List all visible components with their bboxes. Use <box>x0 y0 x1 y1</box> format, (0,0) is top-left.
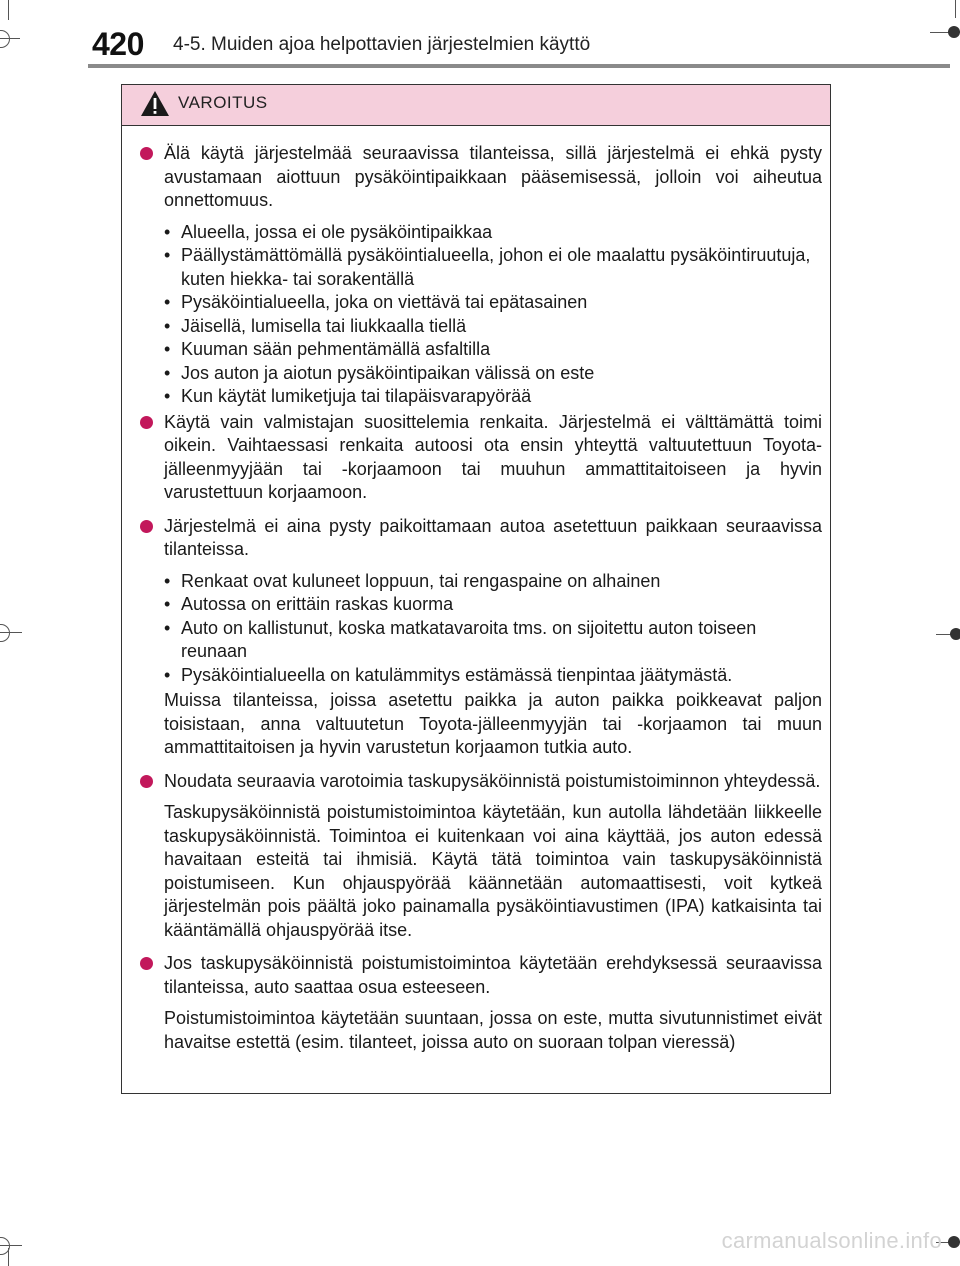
warning-paragraph <box>136 515 822 562</box>
warning-paragraph <box>136 142 822 213</box>
bullet-dot-icon <box>140 147 153 160</box>
note-text: Taskupysäköinnistä poistumistoimintoa käytetään, kun autolla lähdetään liikkeelle taskupysäköinnistä. Toimintoa ei kuitenkaan voi aina käyttää, jos auton edessä havaitaan esteitä tai ihmisiä. Käytä tätä toimintoa vain taskupysäköinnistä poistumiseen. Kun ohjauspyörää käännetään automaattisesti, voit kytkeä järjestelmän pois päältä joko painamalla pysäköintiavustimen (IPA) katkaisinta tai kääntämällä ohjauspyörää itse. <box>164 802 822 940</box>
list-item: • Kuuman sään pehmentämällä asfaltilla <box>164 338 822 362</box>
bullet-dot-icon <box>140 520 153 533</box>
list-item: • Pysäköintialueella, joka on viettävä tai epätasainen <box>164 291 822 315</box>
list-item: • Kun käytät lumiketjuja tai tilapäisvarapyörää <box>164 385 822 409</box>
paragraph-text: Jos taskupysäköinnistä poistumistoimintoa käytetään erehdyksessä seuraavissa tilanteissa, auto saattaa osua esteeseen. <box>164 953 822 997</box>
list-item: • Alueella, jossa ei ole pysäköintipaikkaa <box>164 221 822 245</box>
condition-list <box>136 570 822 688</box>
condition-list <box>136 221 822 409</box>
section-title: 4-5. Muiden ajoa helpottavien järjestelmien käyttö <box>173 34 591 55</box>
warning-body <box>122 126 830 1054</box>
paragraph-text: Käytä vain valmistajan suosittelemia renkaita. Järjestelmä ei välttämättä toimi oikein. Vaihtaessasi renkaita autoosi ota ensin yhteyttä valtuutettuun Toyota-jälleenmyyjään tai -korjaamoon tai muuhun ammattitaitoiseen ja hyvin varustettuun korjaamoon. <box>164 411 822 502</box>
warning-triangle-icon <box>140 90 170 118</box>
warning-paragraph <box>136 770 822 794</box>
warning-paragraph <box>136 952 822 999</box>
paragraph-text: Noudata seuraavia varotoimia taskupysäköinnistä poistumistoiminnon yhteydessä. <box>164 770 821 791</box>
list-item: • Jäisellä, lumisella tai liukkaalla tiellä <box>164 315 822 339</box>
warning-box <box>121 84 831 1094</box>
list-item: • Renkaat ovat kuluneet loppuun, tai rengaspaine on alhainen <box>164 570 822 594</box>
bullet-dot-icon <box>140 775 153 788</box>
list-item: • Autossa on erittäin raskas kuorma <box>164 593 822 617</box>
warning-header <box>122 85 830 126</box>
list-item: • Jos auton ja aiotun pysäköintipaikan välissä on este <box>164 362 822 386</box>
list-item: • Pysäköintialueella on katulämmitys estämässä tienpintaa jäätymästä. <box>164 664 822 688</box>
paragraph-text: Järjestelmä ei aina pysty paikoittamaan autoa asetettuun paikkaan seuraavissa tilanteissa. <box>164 515 822 559</box>
paragraph-text: Älä käytä järjestelmää seuraavissa tilanteissa, sillä järjestelmä ei ehkä pysty avustamaan aiottuun pysäköintipaikkaan pääsemisessä, jolloin voi aiheutua onnettomuus. <box>164 143 822 210</box>
watermark: carmanualsonline.info <box>721 1228 942 1253</box>
list-item: • Auto on kallistunut, koska matkatavaroita tms. on sijoitettu auton toiseen reunaan <box>164 617 822 664</box>
warning-paragraph <box>136 411 822 505</box>
header-rule <box>88 64 950 68</box>
bullet-dot-icon <box>140 416 153 429</box>
list-item: • Päällystämättömällä pysäköintialueella, johon ei ole maalattu pysäköintiruutuja, kuten hiekka- tai sorakentällä <box>164 244 822 291</box>
note-text: Muissa tilanteissa, joissa asetettu paikka ja auton paikka poikkeavat paljon toisistaan, anna valtuutetun Toyota-jälleenmyyjän tai -korjaamon tai muun ammattitaitoisen ja hyvin varustetun korjaamon tutkia auto. <box>164 690 822 757</box>
warning-title: VAROITUS <box>178 93 268 112</box>
page-number: 420 <box>92 26 144 62</box>
note-text: Poistumistoimintoa käytetään suuntaan, jossa on este, mutta sivutunnistimet eivät havaitse estettä (esim. tilanteet, joissa auto on suoraan tolpan vieressä) <box>164 1008 822 1052</box>
bullet-dot-icon <box>140 957 153 970</box>
